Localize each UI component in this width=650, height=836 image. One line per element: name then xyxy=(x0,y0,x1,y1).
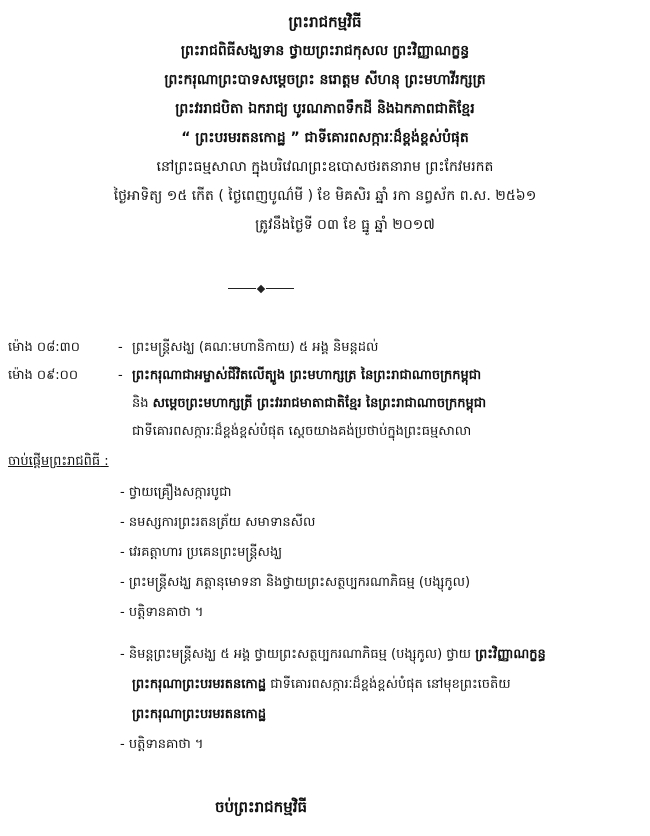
list-item: - បត្តិទានគាថា ។ xyxy=(120,605,204,620)
section-heading xyxy=(8,448,642,476)
list-item-continuation xyxy=(8,670,642,700)
program-end-title: ចប់ព្រះរាជកម្មវិធី xyxy=(215,798,307,816)
list-item-continuation: ព្រះករុណាព្រះបរមរតនកោដ្ឋ xyxy=(132,707,267,722)
divider-ornament xyxy=(228,286,294,292)
item-text-bold: ព្រះករុណាព្រះបរមរតនកោដ្ឋ xyxy=(132,677,267,692)
list-item: - នមស្សការព្រះរតនត្រ័យ សមាទានសីល xyxy=(120,515,316,530)
schedule-text: ព្រះមន្ត្រីសង្ឃ (គណៈមហានិកាយ) ៥ អង្គ និមន្តដល់ xyxy=(132,340,379,355)
schedule-conjunction: និង xyxy=(132,396,149,411)
header-line-2: ព្រះករុណាព្រះបាទសម្ដេចព្រះ នរោត្តម សីហនុ ព្រះមហាវីរក្សត្រ xyxy=(164,72,486,88)
divider-diamond-icon xyxy=(257,285,265,293)
document-header xyxy=(0,8,650,240)
list-item: - បត្តិទានគាថា ។ xyxy=(120,737,204,752)
ceremony-steps xyxy=(8,478,642,760)
header-lunar-date: ថ្ងៃអាទិត្យ ១៥ កើត ( ថ្ងៃពេញបូណ៌មី ) ខែ មិគសិរ ឆ្នាំ រកា នព្វស័ក ព.ស. ២៥៦១ xyxy=(113,188,537,204)
list-item: - វេរគត្តាហារ ប្រគេនព្រះមន្ត្រីសង្ឃ xyxy=(120,545,283,560)
divider-left-bar xyxy=(228,288,256,289)
item-text-bold: ព្រះវិញ្ញាណក្ខន្ធ xyxy=(475,647,546,662)
schedule-time: ម៉ោង ០៩:០០ xyxy=(8,368,79,383)
schedule-text-bold: សម្ដេចព្រះមហាក្សត្រី ព្រះវររាជមាតាជាតិខ្មែរ នៃព្រះរាជាណាចក្រកម្ពុជា xyxy=(152,396,487,411)
item-text: - និមន្តព្រះមន្ត្រីសង្ឃ ៥ អង្គ ថ្វាយព្រះសត្ថប្បករណាភិធម្ម (បង្សុកូល) ថ្វាយ xyxy=(120,647,476,662)
schedule-body xyxy=(8,334,642,760)
header-gregorian-date: ត្រូវនឹងថ្ងៃទី ០៣ ខែ ធ្នូ ឆ្នាំ ២០១៧ xyxy=(255,217,435,233)
list-item: - ថ្វាយគ្រឿងសក្ការបូជា xyxy=(120,485,232,500)
schedule-dash: - xyxy=(118,340,123,355)
list-item: - ព្រះមន្ត្រីសង្ឃ ភត្តានុមោទនា និងថ្វាយព្រះសត្ថប្បករណាភិធម្ម (បង្សុកូល) xyxy=(120,575,471,590)
header-line-1: ព្រះរាជពិធីសង្ឃទាន ថ្វាយព្រះរាជកុសល ព្រះវិញ្ញាណក្ខន្ធ xyxy=(180,43,470,59)
header-line-3: ព្រះវររាជបិតា ឯករាជ្យ បូរណភាពទឹកដី និងឯកភាពជាតិខ្មែរ xyxy=(175,101,475,117)
schedule-entry-0900 xyxy=(8,362,642,390)
schedule-text-bold: ព្រះករុណាជាអម្ចាស់ជីវិតលើត្បូង ព្រះមហាក្សត្រ នៃព្រះរាជាណាចក្រកម្ពុជា xyxy=(132,368,482,383)
schedule-entry-0830 xyxy=(8,334,642,362)
section-colon: : xyxy=(100,454,109,469)
section-title: ចាប់ផ្ដើមព្រះរាជពិធី xyxy=(8,454,101,469)
schedule-time: ម៉ោង ០៨:៣០ xyxy=(8,340,80,355)
header-line-4: “ ព្រះបរមរតនកោដ្ឋ ” ជាទីគោរពសក្ការៈដ៏ខ្ពង់ខ្ពស់បំផុត xyxy=(181,130,469,146)
schedule-continuation: ជាទីគោរពសក្ការៈដ៏ខ្ពង់ខ្ពស់បំផុត ស្ដេចយាងគង់ប្រថាប់ក្នុងព្រះធម្មសាលា xyxy=(132,424,472,439)
header-location: នៅព្រះធម្មសាលា ក្នុងបរិវេណព្រះឧបោសថរតនារាម ព្រះកែវមរកត xyxy=(156,159,494,175)
item-text: ជាទីគោរពសក្ការៈដ៏ខ្ពង់ខ្ពស់បំផុត នៅមុខព្រះចេតិយ xyxy=(266,677,511,692)
list-item xyxy=(8,640,642,670)
schedule-dash: - xyxy=(118,368,123,383)
divider-right-bar xyxy=(266,288,294,289)
program-title: ព្រះរាជកម្មវិធី xyxy=(288,13,362,31)
schedule-continuation xyxy=(8,390,642,418)
